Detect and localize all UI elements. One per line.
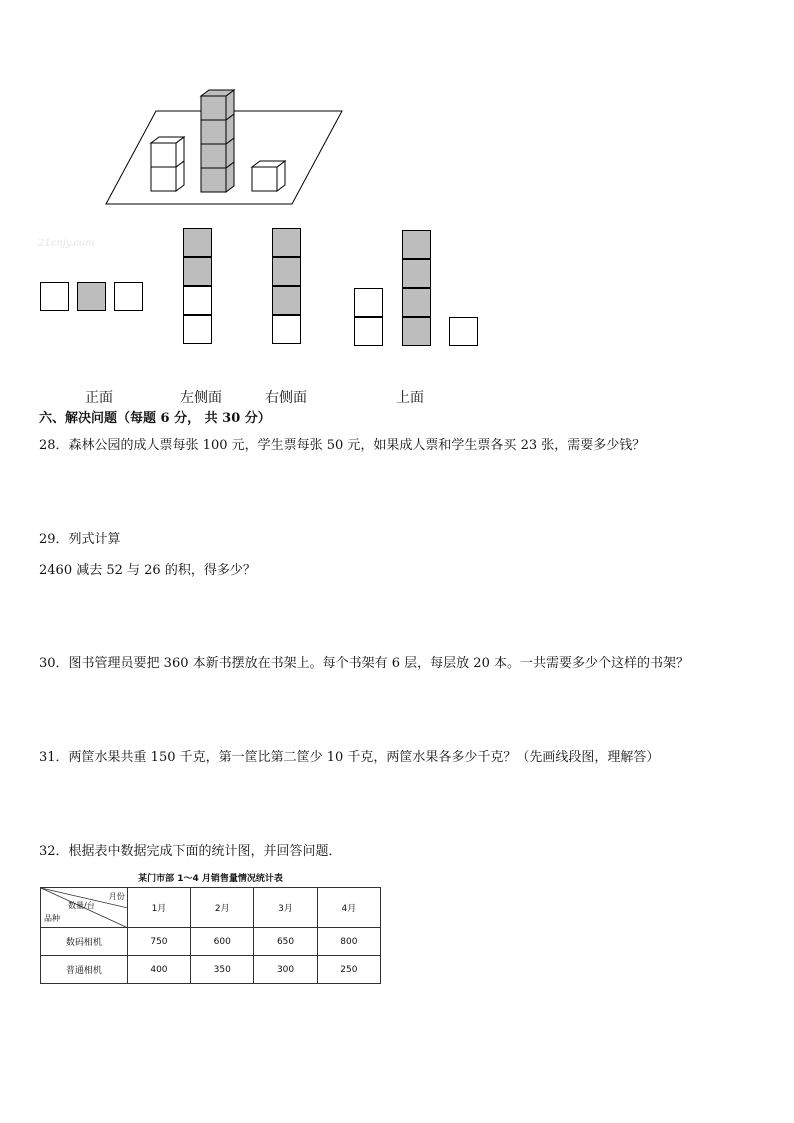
view-front-cube-1 <box>40 282 69 311</box>
label-right: 右侧面 <box>265 390 307 406</box>
view-top-cube-1 <box>354 288 383 317</box>
view-left-cube-2 <box>183 257 212 286</box>
view-left-cube-1 <box>183 228 212 257</box>
table-cell: 250 <box>317 956 380 984</box>
view-right-cube-1 <box>272 228 301 257</box>
table-corner-cell <box>41 888 128 928</box>
question-text: 列式计算 <box>68 532 121 547</box>
question-number: 30． <box>39 656 69 671</box>
view-right-cube-4 <box>272 315 301 344</box>
cube-stack-left <box>151 137 184 191</box>
stats-table <box>40 887 381 984</box>
table-cell: 600 <box>191 928 254 956</box>
view-top-cube-4 <box>402 259 431 288</box>
table-cell: 400 <box>127 956 190 984</box>
view-front-cube-2 <box>77 282 106 311</box>
corner-mid-label: 数量/台 <box>68 901 95 910</box>
label-front: 正面 <box>85 390 113 406</box>
corner-top-label: 月份 <box>108 892 125 901</box>
watermark-text: 21cnjy.com <box>38 238 95 249</box>
row-label: 普通相机 <box>41 956 128 984</box>
label-top: 上面 <box>396 390 424 406</box>
question-text: 两筐水果共重 150 千克，第一筐比第二筐少 10 千克，两筐水果各多少千克？（先画线段图，理解答） <box>68 750 660 765</box>
view-top-cube-3 <box>402 230 431 259</box>
table-row <box>41 956 381 984</box>
table-cell: 650 <box>254 928 317 956</box>
table-cell: 350 <box>191 956 254 984</box>
view-top-cube-7 <box>449 317 478 346</box>
question-number: 28． <box>39 438 69 453</box>
question-number: 29． <box>39 532 69 547</box>
label-left: 左侧面 <box>180 390 222 406</box>
corner-bottom-label: 品种 <box>44 914 60 923</box>
table-row <box>41 928 381 956</box>
month-header: 2月 <box>191 888 254 928</box>
question-number: 32． <box>39 844 69 859</box>
section-title: 六、解决问题（每题 6 分， 共 30 分） <box>39 411 271 426</box>
table-cell: 300 <box>254 956 317 984</box>
question-30 <box>39 656 689 672</box>
view-right-cube-2 <box>272 257 301 286</box>
view-top-cube-5 <box>402 288 431 317</box>
question-text: 根据表中数据完成下面的统计图，并回答问题． <box>68 844 342 859</box>
stats-table-title: 某门市部 1～4 月销售量情况统计表 <box>138 874 283 884</box>
table-cell: 750 <box>127 928 190 956</box>
question-number: 31． <box>39 750 69 765</box>
question-31 <box>39 750 659 766</box>
view-front-cube-3 <box>114 282 143 311</box>
month-header: 3月 <box>254 888 317 928</box>
month-header: 4月 <box>317 888 380 928</box>
row-label: 数码相机 <box>41 928 128 956</box>
cube-stack-tall <box>201 90 234 192</box>
month-header: 1月 <box>127 888 190 928</box>
cube-single <box>252 161 285 191</box>
question-29 <box>39 532 121 548</box>
question-32 <box>39 844 342 860</box>
view-left-cube-4 <box>183 315 212 344</box>
table-cell: 800 <box>317 928 380 956</box>
view-left-cube-3 <box>183 286 212 315</box>
view-top-cube-2 <box>354 317 383 346</box>
view-top-cube-6 <box>402 317 431 346</box>
question-text: 图书管理员要把 360 本新书摆放在书架上。每个书架有 6 层，每层放 20 本。一共需要多少个这样的书架？ <box>68 656 689 671</box>
block-figure-3d <box>100 80 350 210</box>
question-text: 森林公园的成人票每张 100 元，学生票每张 50 元，如果成人票和学生票各买 23 张，需要多少钱？ <box>68 438 646 453</box>
view-right-cube-3 <box>272 286 301 315</box>
question-29-sub: 2460 减去 52 与 26 的积，得多少？ <box>39 563 256 578</box>
question-28 <box>39 438 645 454</box>
